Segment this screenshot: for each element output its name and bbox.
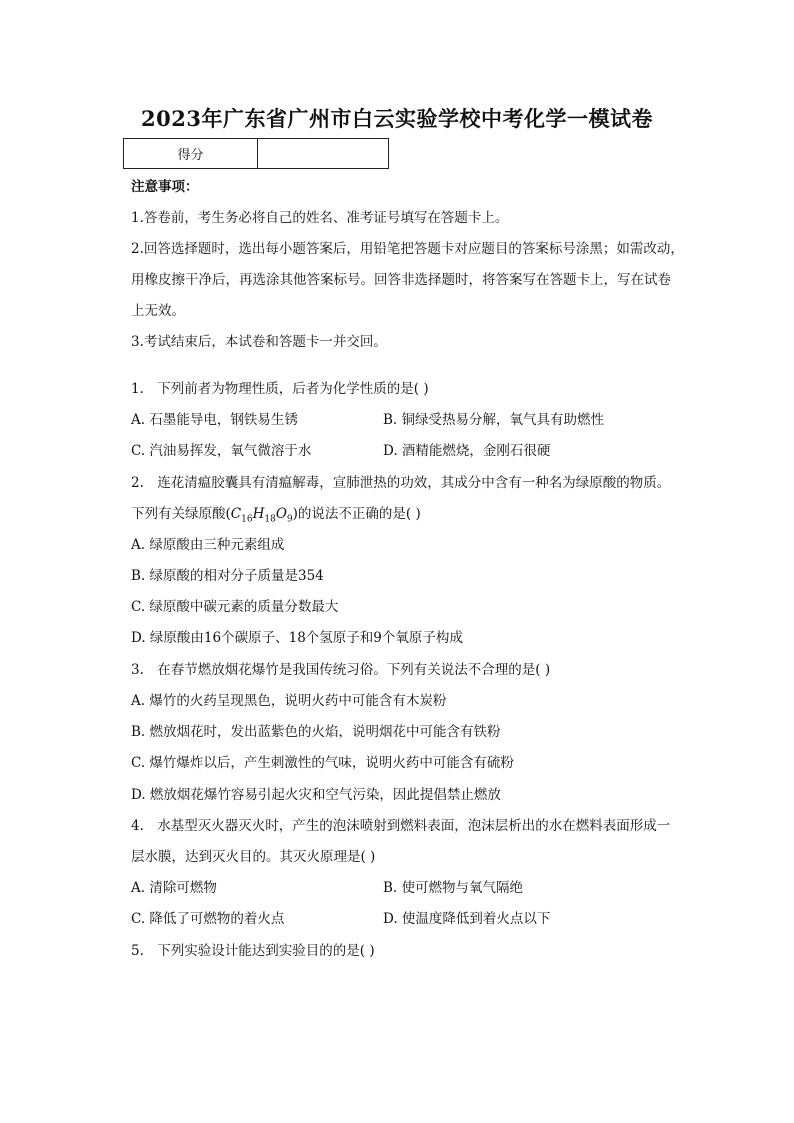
- option-d[interactable]: D. 酒精能燃烧，金刚石很硬: [383, 443, 551, 459]
- chemical-formula: $C_{16}H_{18}O_9$: [230, 506, 293, 525]
- option-d[interactable]: D. 使温度降低到着火点以下: [383, 911, 551, 927]
- option-c[interactable]: C. 绿原酸中碳元素的质量分数最大: [131, 599, 339, 615]
- page-title: 2023年广东省广州市白云实验学校中考化学一模试卷: [141, 106, 653, 131]
- question-stem: 水基型灭火器灭火时，产生的泡沫喷射到燃料表面，泡沫层析出的水在燃料表面形成一: [157, 818, 671, 834]
- option-b[interactable]: B. 燃放烟花时，发出蓝紫色的火焰，说明烟花中可能含有铁粉: [131, 724, 501, 740]
- question-1: [131, 379, 429, 399]
- option-c[interactable]: C. 爆竹爆炸以后，产生刺激性的气味，说明火药中可能含有硫粉: [131, 755, 514, 771]
- option-c[interactable]: C. 降低了可燃物的着火点: [131, 911, 285, 927]
- notes-line: 1.答卷前，考生务必将自己的姓名、准考证号填写在答题卡上。: [131, 210, 509, 226]
- question-stem: 连花清瘟胶囊具有清瘟解毒，宣肺泄热的功效，其成分中含有一种名为绿原酸的物质。: [157, 475, 671, 491]
- question-5: [131, 941, 375, 961]
- notes-line: 上无效。: [131, 303, 185, 319]
- option-c[interactable]: C. 汽油易挥发，氧气微溶于水: [131, 443, 312, 459]
- question-number: 1.: [131, 381, 144, 397]
- question-number: 4.: [131, 818, 144, 834]
- question-number: 3.: [131, 662, 144, 678]
- question-3: [131, 660, 550, 680]
- option-b[interactable]: B. 使可燃物与氧气隔绝: [383, 880, 524, 896]
- option-a[interactable]: A. 石墨能导电，钢铁易生锈: [131, 412, 298, 428]
- score-value[interactable]: [258, 139, 388, 168]
- option-d[interactable]: D. 绿原酸由16个碳原子、18个氢原子和9个氧原子构成: [131, 630, 463, 646]
- option-b[interactable]: B. 绿原酸的相对分子质量是354: [131, 568, 324, 584]
- option-b[interactable]: B. 铜绿受热易分解，氧气具有助燃性: [383, 412, 605, 428]
- question-stem: 下列前者为物理性质，后者为化学性质的是( ): [157, 381, 429, 397]
- score-table: [123, 138, 389, 169]
- notes-line: 3.考试结束后，本试卷和答题卡一并交回。: [131, 334, 387, 350]
- notes-line: 2.回答选择题时，选出每小题答案后，用铅笔把答题卡对应题目的答案标号涂黑；如需改动，: [131, 241, 684, 257]
- notes-line: 用橡皮擦干净后，再选涂其他答案标号。回答非选择题时，将答案写在答题卡上，写在试卷: [131, 272, 671, 288]
- question-4-stem-line2: 层水膜，达到灭火目的。其灭火原理是( ): [131, 849, 376, 865]
- question-number: 2.: [131, 475, 144, 491]
- question-stem: 在春节燃放烟花爆竹是我国传统习俗。下列有关说法不合理的是( ): [157, 662, 551, 678]
- notes-heading: 注意事项：: [131, 179, 199, 195]
- option-d[interactable]: D. 燃放烟花爆竹容易引起火灾和空气污染，因此提倡禁止燃放: [131, 787, 501, 803]
- question-2: [131, 473, 670, 493]
- option-a[interactable]: A. 爆竹的火药呈现黑色，说明火药中可能含有木炭粉: [131, 693, 447, 709]
- question-4: [131, 816, 670, 836]
- question-2-stem-line2: 下列有关绿原酸$(C_{16}H_{18}O_9)$的说法不正确的是( ): [131, 506, 421, 525]
- question-number: 5.: [131, 943, 144, 959]
- option-a[interactable]: A. 清除可燃物: [131, 880, 217, 896]
- question-stem: 下列实验设计能达到实验目的的是( ): [157, 943, 375, 959]
- option-a[interactable]: A. 绿原酸由三种元素组成: [131, 537, 285, 553]
- score-label: 得分: [124, 139, 258, 168]
